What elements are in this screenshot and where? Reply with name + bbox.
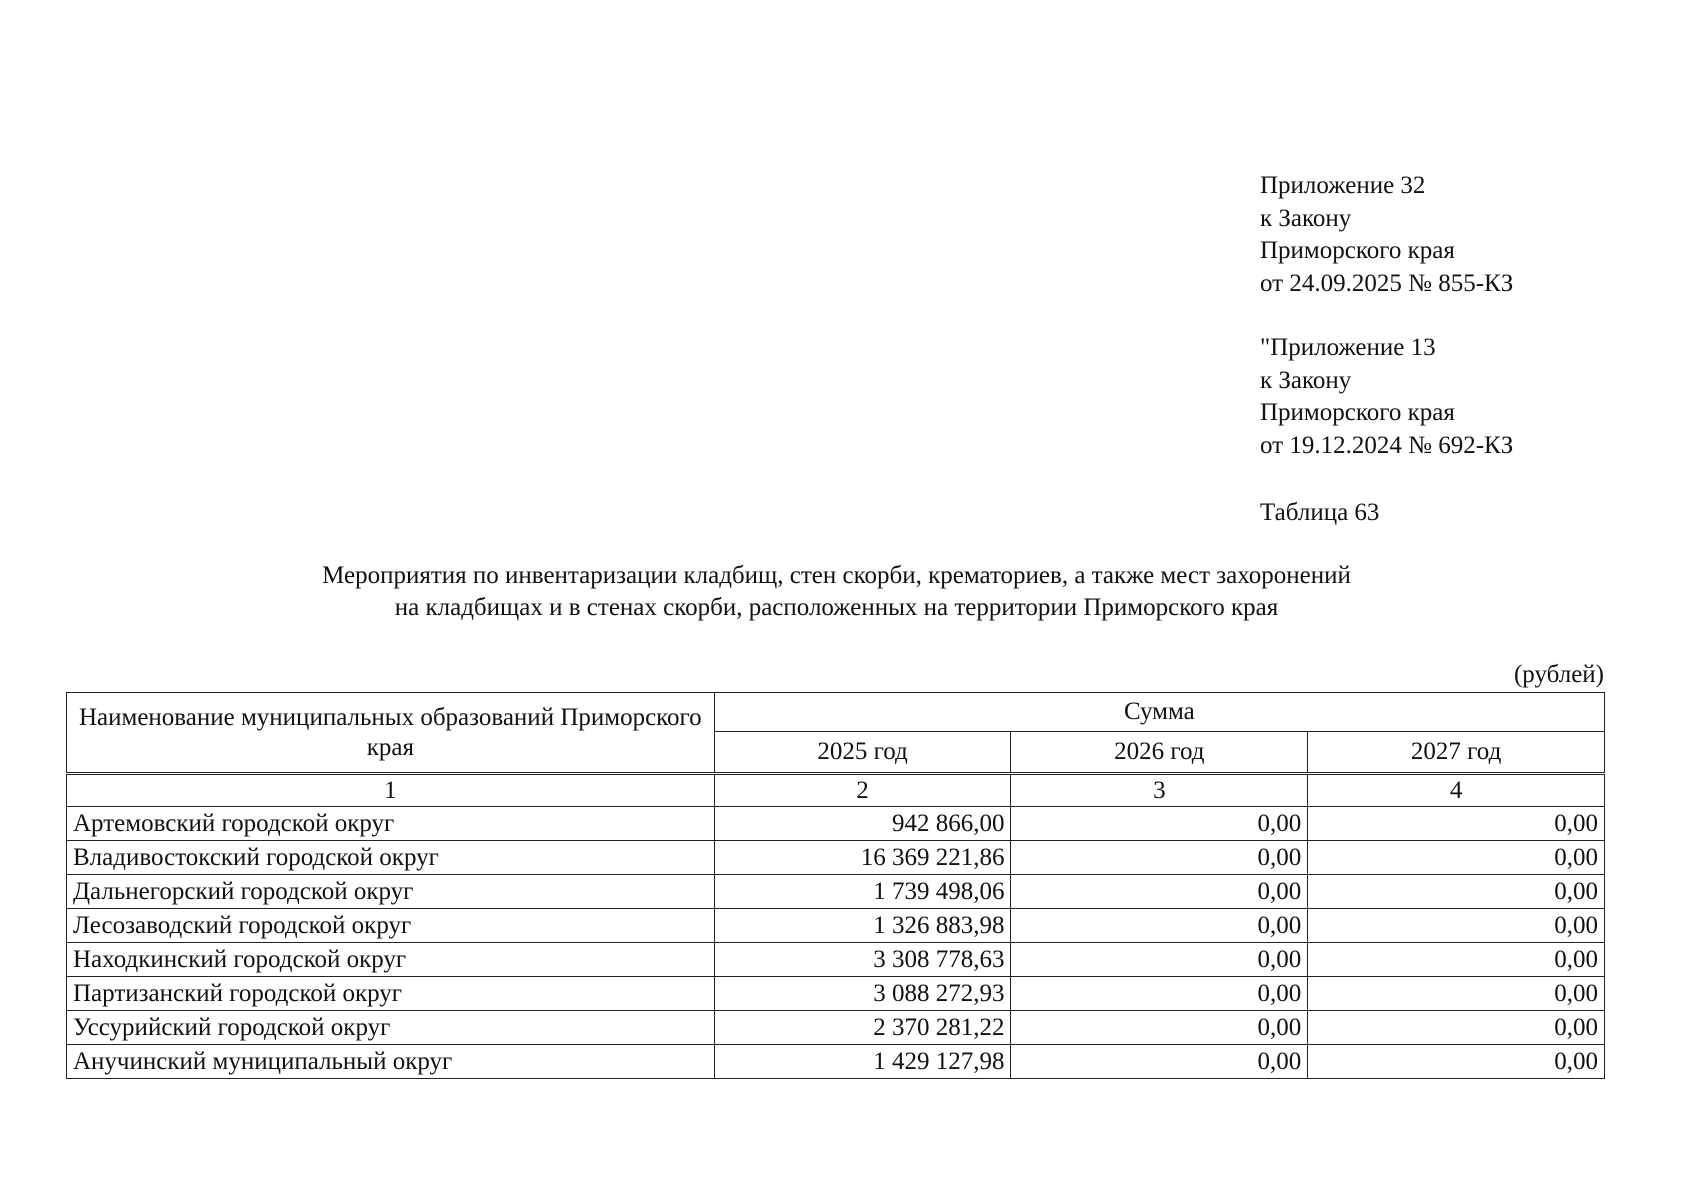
amount-2027: 0,00 (1308, 841, 1605, 875)
column-number: 3 (1011, 774, 1308, 807)
table-row (67, 841, 1605, 875)
amount-2026: 0,00 (1011, 807, 1308, 841)
column-number: 1 (67, 774, 715, 807)
amount-2025: 1 429 127,98 (714, 1045, 1011, 1079)
column-header-2025: 2025 год (714, 732, 1011, 774)
appendix-line: Приморского края (1260, 237, 1455, 264)
municipality-name: Анучинский муниципальный округ (67, 1045, 715, 1079)
table-row (67, 875, 1605, 909)
prev-appendix-line: от 19.12.2024 № 692-КЗ (1260, 431, 1514, 459)
amount-2026: 0,00 (1011, 909, 1308, 943)
document-title (0, 560, 1673, 624)
amount-2025: 3 088 272,93 (714, 977, 1011, 1011)
prev-appendix-line: к Закону (1260, 366, 1352, 394)
amount-2025: 3 308 778,63 (714, 943, 1011, 977)
title-line-2: на кладбищах и в стенах скорби, расположенных на территории Приморского края (394, 594, 1279, 621)
amount-2026: 0,00 (1011, 841, 1308, 875)
table-row (67, 807, 1605, 841)
amount-2025: 942 866,00 (714, 807, 1011, 841)
amount-2027: 0,00 (1308, 977, 1605, 1011)
table-row (67, 1045, 1605, 1079)
municipality-name: Партизанский городской округ (67, 977, 715, 1011)
prev-appendix-line: "Приложение 13 (1260, 334, 1436, 361)
column-number: 2 (714, 774, 1011, 807)
table-row (67, 943, 1605, 977)
column-number-row (67, 774, 1605, 807)
column-header-2026: 2026 год (1011, 732, 1308, 774)
municipality-name: Лесозаводский городской округ (67, 909, 715, 943)
appendix-header (1260, 170, 1513, 462)
prev-appendix-line: Приморского края (1260, 399, 1455, 426)
appendix-line: от 24.09.2025 № 855-КЗ (1260, 269, 1514, 297)
title-line-1: Мероприятия по инвентаризации кладбищ, стен скорби, крематориев, а также мест захоронений (322, 562, 1351, 589)
column-number: 4 (1308, 774, 1605, 807)
table-row (67, 977, 1605, 1011)
municipality-name: Уссурийский городской округ (67, 1011, 715, 1045)
municipality-name: Находкинский городской округ (67, 943, 715, 977)
column-header-2027: 2027 год (1308, 732, 1605, 774)
amount-2025: 1 326 883,98 (714, 909, 1011, 943)
budget-table (66, 692, 1605, 1079)
amount-2026: 0,00 (1011, 875, 1308, 909)
table-row (67, 1011, 1605, 1045)
amount-2025: 2 370 281,22 (714, 1011, 1011, 1045)
table-row (67, 909, 1605, 943)
municipality-name: Владивостокский городской округ (67, 841, 715, 875)
column-header-sum: Сумма (714, 693, 1604, 732)
appendix-line: к Закону (1260, 204, 1352, 232)
municipality-name: Артемовский городской округ (67, 807, 715, 841)
column-header-name: Наименование муниципальных образований Приморского края (67, 693, 715, 774)
table-number-label: Таблица 63 (1260, 499, 1380, 526)
amount-2027: 0,00 (1308, 943, 1605, 977)
amount-2025: 1 739 498,06 (714, 875, 1011, 909)
amount-2027: 0,00 (1308, 909, 1605, 943)
amount-2026: 0,00 (1011, 1045, 1308, 1079)
amount-2027: 0,00 (1308, 1011, 1605, 1045)
amount-2027: 0,00 (1308, 807, 1605, 841)
unit-label: (рублей) (1513, 661, 1604, 688)
municipality-name: Дальнегорский городской округ (67, 875, 715, 909)
amount-2027: 0,00 (1308, 875, 1605, 909)
amount-2026: 0,00 (1011, 977, 1308, 1011)
amount-2026: 0,00 (1011, 1011, 1308, 1045)
spacer (1260, 300, 1513, 332)
amount-2027: 0,00 (1308, 1045, 1605, 1079)
appendix-line: Приложение 32 (1260, 172, 1426, 199)
amount-2026: 0,00 (1011, 943, 1308, 977)
amount-2025: 16 369 221,86 (714, 841, 1011, 875)
